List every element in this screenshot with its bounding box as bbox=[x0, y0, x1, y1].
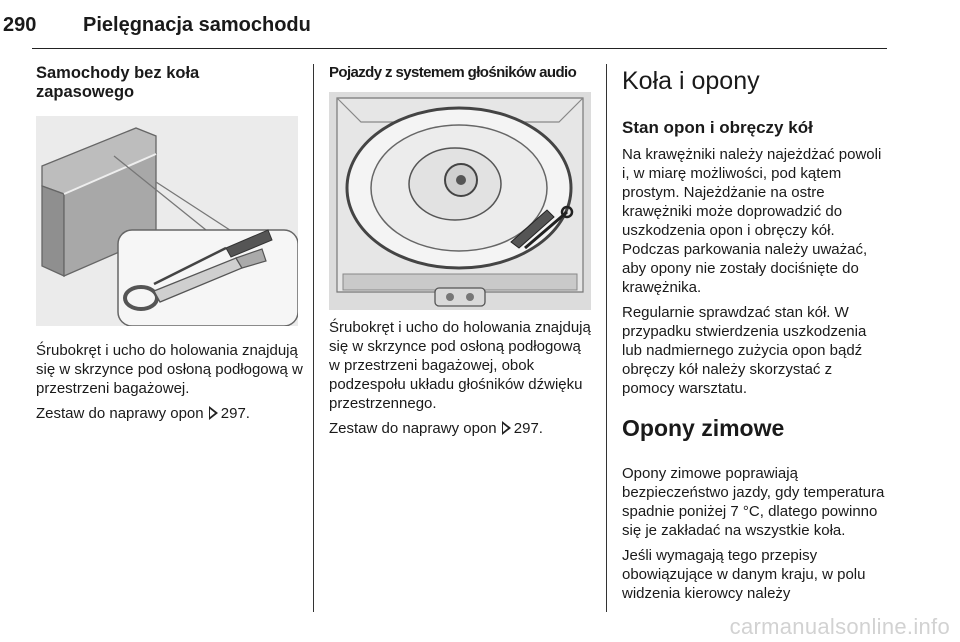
column-1-text bbox=[36, 341, 304, 423]
column-2 bbox=[329, 64, 593, 82]
chapter-title: Koła i opony bbox=[622, 67, 760, 95]
repair-kit-text-2: Zestaw do naprawy opon bbox=[329, 420, 497, 437]
section-heading-speakers: Pojazdy z systemem głośników audio bbox=[329, 64, 577, 81]
column-2-text bbox=[329, 318, 593, 438]
paragraph-location-speakers: Śrubokręt i ucho do holowania znajdują się w skrzynce pod osłoną podłogową w przestrzeni bagażowej, obok podzespołu układu głośników dźwięku przestrzennego. bbox=[329, 319, 591, 412]
paragraph-regular-check: Regularnie sprawdzać stan kół. W przypadku stwierdzenia uszkodzenia lub nadmiernego zużycia opon bądź obręczy kół należy skorzystać z pomocy warsztatu. bbox=[622, 304, 867, 397]
column-1 bbox=[36, 64, 304, 102]
column-3 bbox=[622, 66, 888, 603]
paragraph-location: Śrubokręt i ucho do holowania znajdują się w skrzynce pod osłoną podłogową w przestrzeni bagażowej. bbox=[36, 342, 303, 397]
column-divider-1 bbox=[313, 64, 314, 612]
paragraph-regulations: Jeśli wymagają tego przepisy obowiązujące w danym kraju, w polu widzenia kierowcy należy bbox=[622, 547, 866, 602]
watermark: carmanualsonline.info bbox=[729, 614, 950, 639]
paragraph-winter-safety: Opony zimowe poprawiają bezpieczeństwo jazdy, gdy temperatura spadnie poniżej 7 °C, dlatego powinno się je zakładać na wszystkie koła. bbox=[622, 465, 885, 539]
trunk-speaker-illustration bbox=[329, 92, 591, 310]
page-reference[interactable]: 297. bbox=[220, 405, 250, 422]
repair-kit-text: Zestaw do naprawy opon bbox=[36, 405, 204, 422]
page-reference-2[interactable]: 297. bbox=[513, 420, 543, 437]
page-reference-icon[interactable] bbox=[503, 422, 510, 434]
paragraph-repair-kit bbox=[36, 404, 304, 423]
page-reference-icon[interactable] bbox=[210, 407, 217, 419]
page-number: 290 bbox=[3, 14, 37, 36]
column-divider-2 bbox=[606, 64, 607, 612]
toolbox-illustration bbox=[36, 116, 298, 326]
paragraph-repair-kit-2 bbox=[329, 419, 593, 438]
paragraph-curbs: Na krawężniki należy najeżdżać powoli i, w miarę możliwości, pod kątem prostym. Najeżdżanie na ostre krawężniki może doprowadzić do uszkodzenia opon i obręczy kół. Podczas parkowania należy uważać, aby opony nie zostały dociśnięte do krawężnika. bbox=[622, 146, 882, 296]
page-title: Pielęgnacja samochodu bbox=[83, 14, 311, 36]
section-heading-tyre-condition: Stan opon i obręczy kół bbox=[622, 118, 813, 137]
section-heading-winter-tyres: Opony zimowe bbox=[622, 415, 785, 441]
section-heading-no-spare: Samochody bez koła zapasowego bbox=[36, 64, 200, 101]
